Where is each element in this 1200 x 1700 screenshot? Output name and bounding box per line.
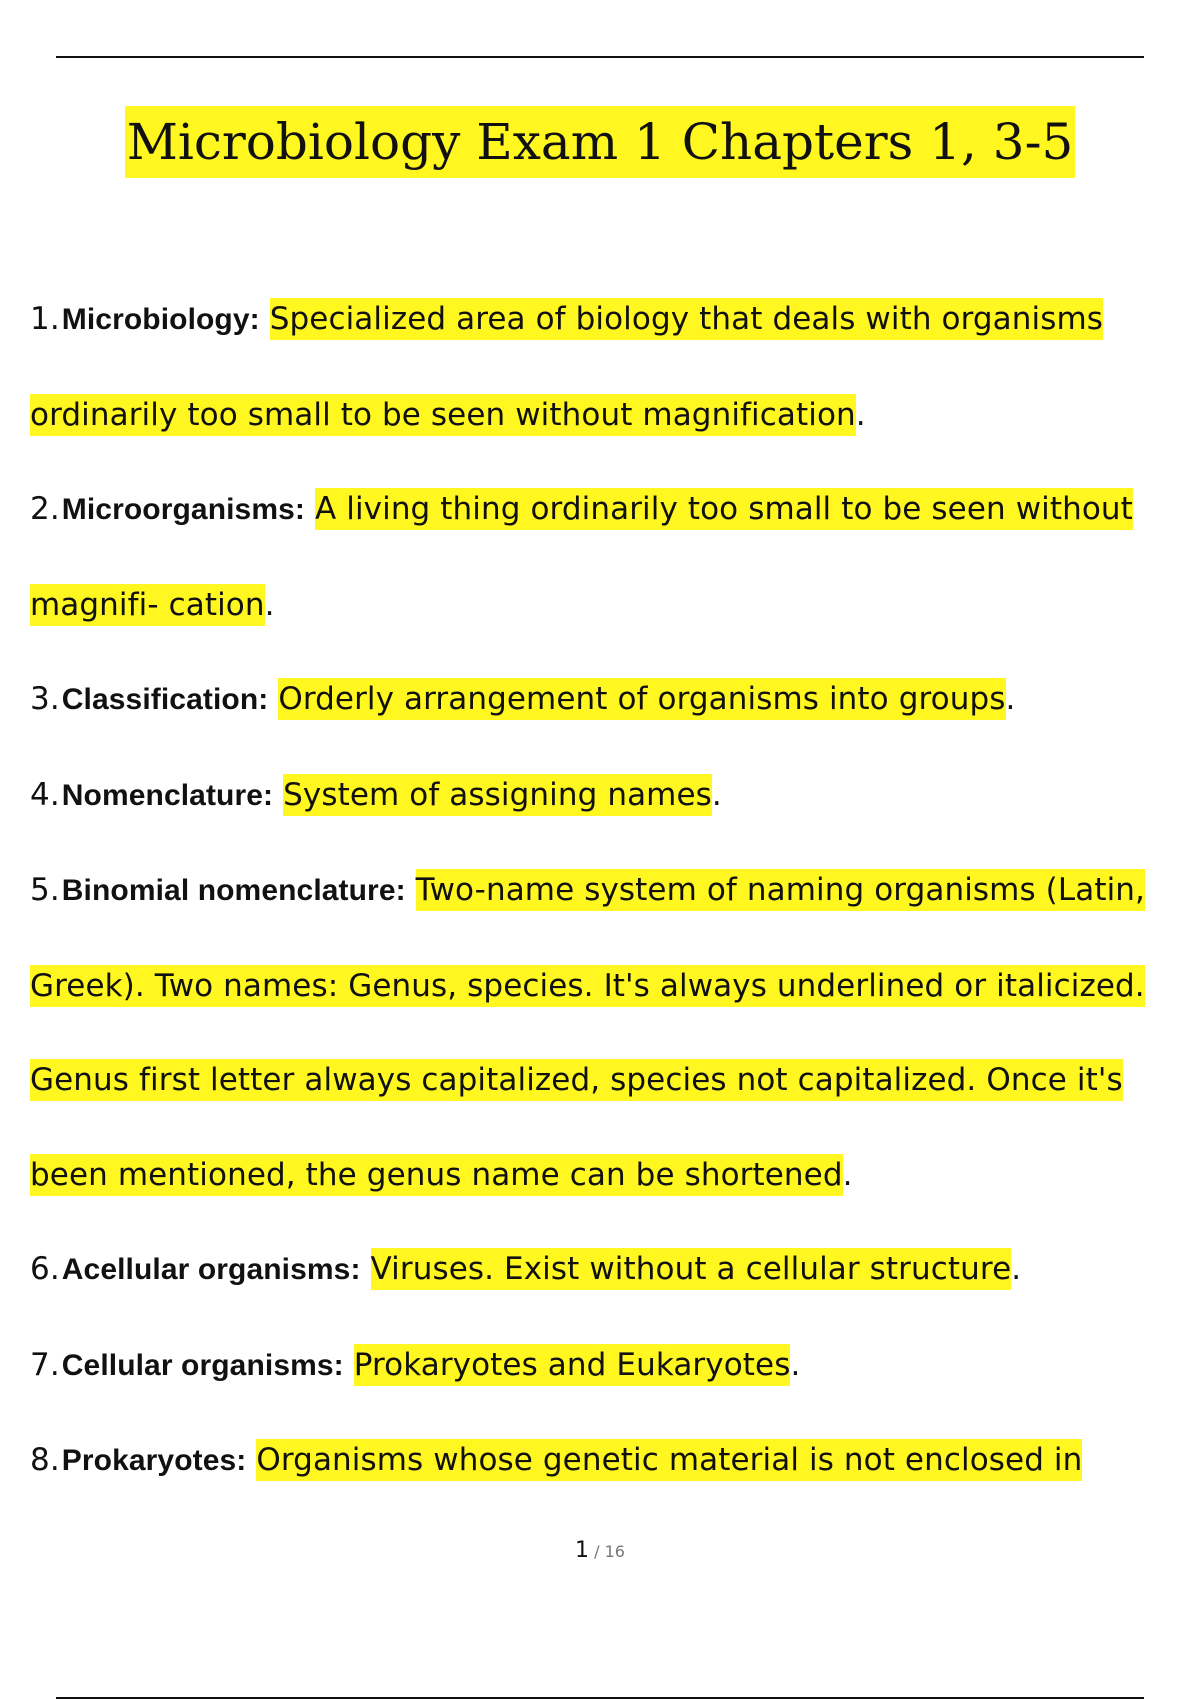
entry-definition: Two-name system of naming organisms (Latin, Greek). Two names: Genus, species. It's always underlined or italicized. Genus first letter always capitalized, species not capitalized. Once it's been mentioned, the genus name can be shortened bbox=[30, 869, 1145, 1196]
entry-term: Microorganisms: bbox=[61, 493, 305, 526]
title-container bbox=[0, 106, 1200, 178]
entry-number: 6. bbox=[30, 1251, 60, 1287]
document-title: Microbiology Exam 1 Chapters 1, 3-5 bbox=[125, 106, 1076, 178]
entry-trail: . bbox=[855, 396, 866, 433]
page-current: 1 bbox=[575, 1538, 590, 1563]
entry-number: 4. bbox=[30, 776, 60, 813]
entry-number: 8. bbox=[30, 1442, 60, 1478]
definition-entry bbox=[30, 272, 1180, 462]
definition-entry bbox=[30, 1318, 1180, 1414]
entry-number: 3. bbox=[30, 681, 60, 717]
entry-term: Microbiology: bbox=[61, 303, 260, 336]
entry-trail: . bbox=[1011, 1251, 1022, 1287]
entry-trail: . bbox=[1005, 681, 1016, 717]
entry-definition: Orderly arrangement of organisms into groups bbox=[278, 678, 1005, 720]
definition-entry bbox=[30, 1222, 1180, 1318]
entry-trail: . bbox=[790, 1346, 801, 1383]
entry-definition: A living thing ordinarily too small to be seen without magnifi- cation bbox=[30, 488, 1133, 626]
bottom-rule bbox=[56, 1697, 1144, 1699]
entry-term: Cellular organisms: bbox=[61, 1348, 344, 1382]
top-rule bbox=[56, 56, 1144, 58]
entry-number: 1. bbox=[30, 301, 60, 337]
entry-term: Classification: bbox=[61, 683, 269, 716]
entry-number: 7. bbox=[30, 1346, 60, 1383]
entry-definition: Prokaryotes and Eukaryotes bbox=[354, 1344, 791, 1386]
entry-definition: System of assigning names bbox=[283, 774, 712, 816]
entry-term: Acellular organisms: bbox=[61, 1253, 361, 1286]
definition-entry bbox=[30, 843, 1180, 1222]
entry-term: Binomial nomenclature: bbox=[61, 874, 406, 907]
entry-definition: Specialized area of biology that deals with organisms ordinarily too small to be seen without magnification bbox=[30, 298, 1103, 436]
entry-trail: . bbox=[842, 1156, 853, 1193]
definitions-list bbox=[30, 272, 1180, 1509]
page-indicator bbox=[0, 1538, 1200, 1563]
entry-number: 2. bbox=[30, 491, 60, 527]
definition-entry bbox=[30, 748, 1180, 844]
entry-term: Prokaryotes: bbox=[61, 1444, 247, 1477]
entry-trail: . bbox=[711, 776, 722, 813]
definition-entry bbox=[30, 462, 1180, 652]
definition-entry bbox=[30, 1413, 1180, 1509]
page-total: / 16 bbox=[594, 1542, 625, 1561]
entry-trail: . bbox=[264, 586, 275, 623]
entry-number: 5. bbox=[30, 872, 60, 908]
entry-definition: Organisms whose genetic material is not enclosed in bbox=[256, 1439, 1082, 1481]
definition-entry bbox=[30, 652, 1180, 748]
entry-definition: Viruses. Exist without a cellular structure bbox=[371, 1248, 1012, 1290]
entry-term: Nomenclature: bbox=[61, 778, 274, 812]
